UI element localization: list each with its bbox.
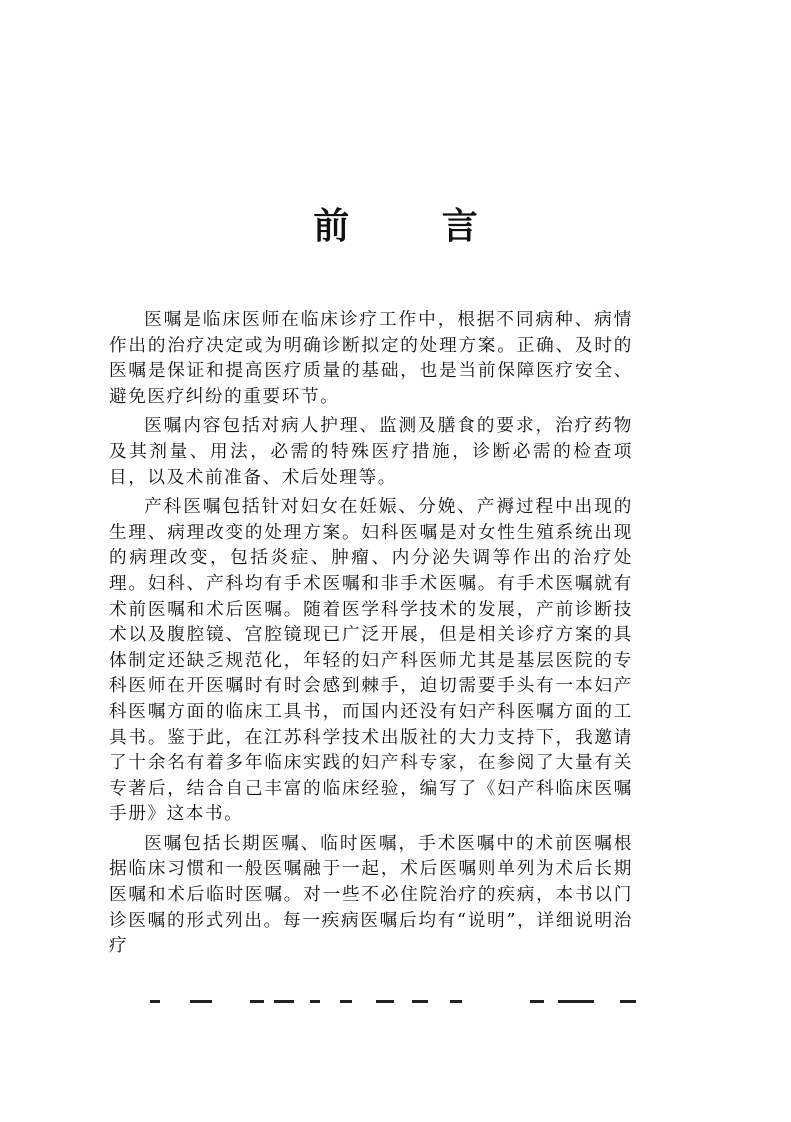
paragraph: 产科医嘱包括针对妇女在妊娠、分娩、产褥过程中出现的生理、病理改变的处理方案。妇科医嘱是对女性生殖系统出现的病理改变，包括炎症、肿瘤、内分泌失调等作出的治疗处理。妇科、产科均有手术医嘱和非手术医嘱。有手术医嘱就有术前医嘱和术后医嘱。随着医学科学技术的发展，产前诊断技术以及腹腔镜、宫腔镜现已广泛开展，但是相关诊疗方案的具体制定还缺乏规范化，年轻的妇产科医师尤其是基层医院的专科医师在开医嘱时有时会感到棘手，迫切需要手头有一本妇产科医嘱方面的临床工具书，而国内还没有妇产科医嘱方面的工具书。鉴于此，在江苏科学技术出版社的大力支持下，我邀请了十余名有着多年临床实践的妇产科专家，在参阅了大量有关专著后，结合自己丰富的临床经验，编写了《妇产科临床医嘱手册》这本书。 bbox=[109, 497, 633, 825]
next-line-fragment bbox=[150, 1000, 640, 1006]
paragraph: 医嘱是临床医师在临床诊疗工作中，根据不同病种、病情作出的治疗决定或为明确诊断拟定的处理方案。正确、及时的医嘱是保证和提高医疗质量的基础，也是当前保障医疗安全、避免医疗纠纷的重要环节。 bbox=[109, 310, 633, 407]
body-text bbox=[109, 308, 633, 964]
page-title: 前 言 bbox=[313, 206, 518, 247]
paragraph: 医嘱包括长期医嘱、临时医嘱，手术医嘱中的术前医嘱根据临床习惯和一般医嘱融于一起，术后医嘱则单列为术后长期医嘱和术后临时医嘱。对一些不必住院治疗的疾病，本书以门诊医嘱的形式列出。每一疾病医嘱后均有“说明”，详细说明治疗 bbox=[109, 833, 633, 957]
paragraph: 医嘱内容包括对病人护理、监测及膳食的要求，治疗药物及其剂量、用法，必需的特殊医疗措施，诊断必需的检查项目，以及术前准备、术后处理等。 bbox=[109, 416, 633, 488]
